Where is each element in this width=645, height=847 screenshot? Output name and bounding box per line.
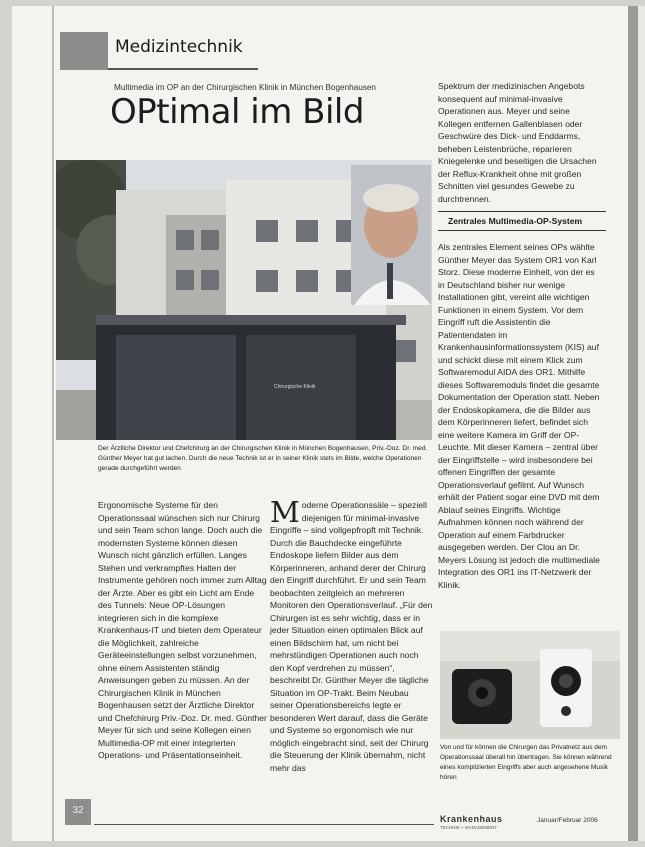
body-column-2 (270, 495, 434, 774)
magazine-logo: Krankenhaus (440, 814, 503, 824)
magazine-page (12, 6, 628, 841)
page-edge-highlight (638, 6, 645, 841)
intro-paragraph: Ergonomische Systeme für den Operationssaal wünschen sich nur Chirurg und sein Team schon lange. Doch auch die modernsten Systeme können diesen Wunsch nicht gänzlich erfüllen. Langes Stehen und verkrampftes Halten der Instrumente gehören noch immer zum Alltag der Ärzte. Aber es gibt ein Licht am Ende des Tunnels: Neue OP-Lösungen integrieren sich in die komplexe Krankenhaus-IT und bieten dem Operateur die Möglichkeit, zahlreiche Geräteeinstellungen selbst vorzunehmen, ohne einem Assistenten ständig Anweisungen geben zu müssen. An der Chirurgischen Klinik in München Bogenhausen setzt der Ärztliche Direktor und Chefchirurg Priv.-Doz. Dr. med. Günther Meyer für sich und seine Kollegen einen Multimedia-OP mit einer integrierten Operations- und Präsentationseinheit. (98, 500, 267, 760)
speaker-illustration (440, 631, 620, 739)
section-marker (60, 32, 108, 70)
speaker-photo (440, 631, 620, 739)
section-rule (108, 68, 258, 70)
issue-date: Januar/Februar 2006 (537, 817, 598, 824)
body-column-3-top (438, 80, 600, 205)
column-2-paragraph: oderne Operationssäle – speziell diejenigen für minimal-invasive Eingriffe – sind vollgepfropft mit Technik. Durch die Bauchdecke eingeführte Endoskope liefern Bilder aus dem Körperinneren, anhand derer der Chirurg den Eingriff durchführt. Er und sein Team beobachten zeitgleich an mehreren Monitoren den Operationsverlauf. „Für den Chirurgen ist es sehr wichtig, dass er in jeder Situation einen optimalen Blick auf einen Bildschirm hat, um nicht bei mehrstündigen Operationen auch noch den Kopf verdrehen zu müssen“, beschreibt Dr. Günther Meyer die tägliche Situation im OP-Trakt. Beim Neubau seiner Operationsbereichs legte er besonderen Wert darauf, dass die Geräte und Systeme so ergonomisch wie nur möglich eingebracht sind, seit der Chirurg die Steuerung der Klinik übernahm, nicht mehr das (270, 500, 433, 773)
drop-cap: M (270, 495, 300, 529)
body-column-1 (98, 499, 268, 762)
section-label: Medizintechnik (115, 37, 243, 57)
page-number: 32 (72, 805, 84, 816)
clinic-sign: Chirurgische Klinik (274, 384, 316, 390)
column-3-top-paragraph: Spektrum der medizinischen Angebots konsequent auf minimal-invasive Operationen aus. Meyer und seine Kollegen entfernen Gallenblasen oder Geschwüre des Dick- und Enddarms, beheben Leistenbrüche, reparieren Kniegelenke und beseitigen die Ursachen der Reflux-Krankheit ohne mit großen Schnitten viel gesundes Gewebe zu durchtrennen. (438, 81, 597, 204)
subheading: Zentrales Multimedia-OP-System (448, 216, 583, 226)
footer-rule (94, 824, 434, 825)
body-column-3-main (438, 241, 600, 591)
binding-line (52, 6, 54, 841)
page-edge-shadow (628, 6, 638, 841)
subhead-rule-bottom (438, 230, 606, 231)
article-title: OPtimal im Bild (110, 92, 364, 132)
subhead-rule-top (438, 211, 606, 212)
column-3-main-paragraph: Als zentrales Element seines OPs wählte Günther Meyer das System OR1 von Karl Storz. Diese moderne Einheit, von der es in Deutschland bisher nur wenige Installationen gibt, vereint alle wichtigen Funktionen in einem System. Vor dem Eingriff ruft die Assistentin die Patientendaten im Krankenhausinformationssystem (KIS) auf und schickt diese mit einem Klick zum Softwaremodul AIDA des OR1. Mithilfe dieses Softwaremoduls findet die gesamte Dokumentation der Operation statt. Neben der Endoskopkamera, die die Bilder aus dem Körperinneren liefert, befindet sich eine weitere Kamera im Griff der OP-Leuchte. Mit dieser Kamera – zentral über der Eingriffstelle – wird insbesondere bei offenen Eingriffen der gesamte Operationsverlauf gefilmt. Auf Wunsch erhält der Patient sogar eine DVD mit dem Ablauf seines Eingriffs. Wichtige Aufnahmen können noch während der Operation auf einem Farbdrucker ausgegeben werden. Der Clou an Dr. Meyers Lösung ist jedoch die multimediale Integration des OR1 ins IT-Netzwerk der Klinik. (438, 242, 600, 590)
speaker-caption: Von und für können die Chirurgen das Privatnetz aus dem Operationssaal überall hin übertragen. Sie können während eines komplizierten Eingriffs aber auch angesehene Musik hören (440, 744, 612, 781)
photo-caption: Der Ärztliche Direktor und Chefchirurg an der Chirurgischen Klinik in München Bogenhausen, Priv.-Doz. Dr. med. Günther Meyer hat gut lachen. Durch die neue Technik ist er in seiner Klinik stets im Bilde, welche Operationen gerade durchgeführt werden (98, 445, 428, 472)
article-kicker: Multimedia im OP an der Chirurgischen Klinik in München Bogenhausen (114, 83, 376, 92)
clinic-building-illustration (56, 160, 432, 440)
clinic-photo (56, 160, 432, 440)
magazine-logo-subtitle: TECHNIK + MANAGEMENT (440, 825, 498, 830)
